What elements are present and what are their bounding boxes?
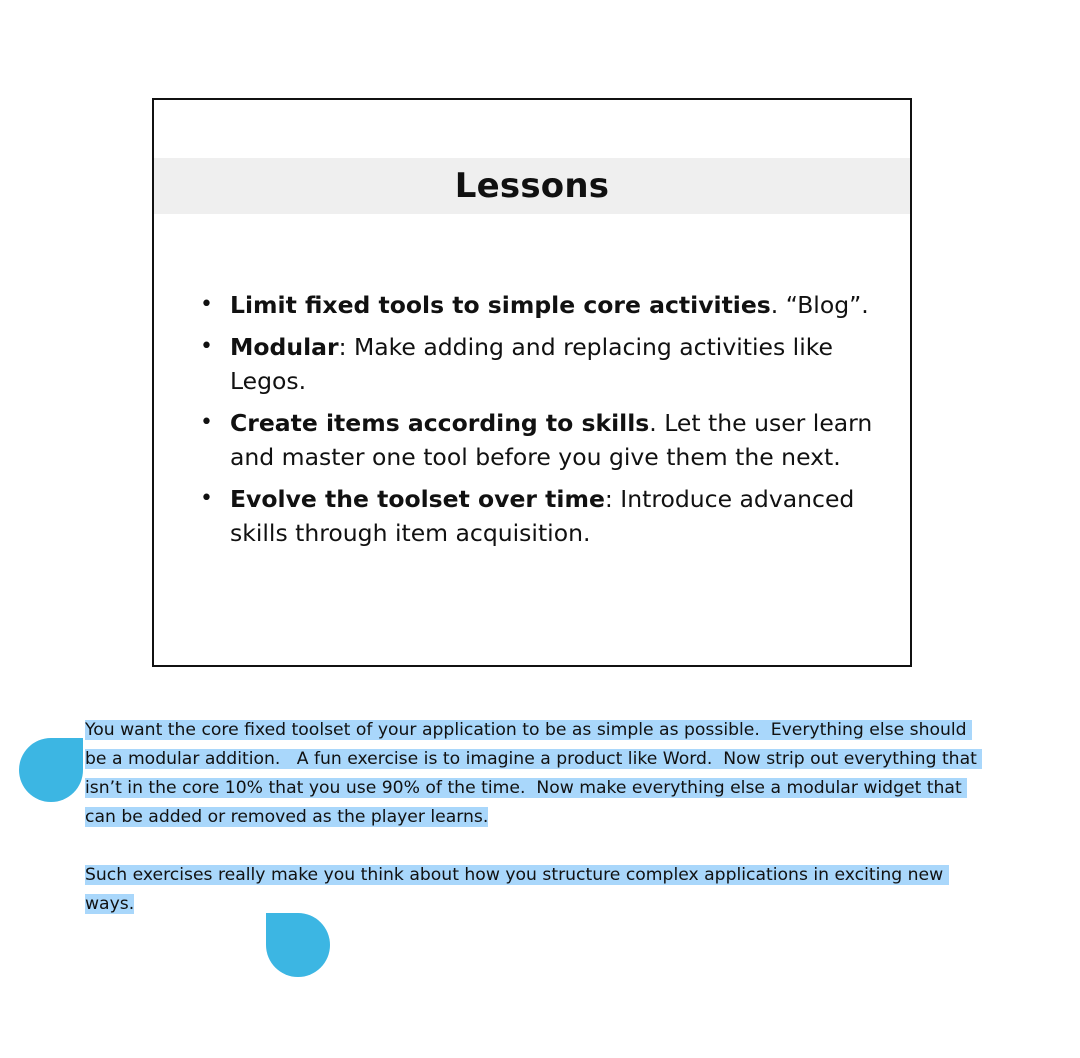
slide-bullet <box>198 482 878 550</box>
slide-bullet <box>198 330 878 398</box>
bullet-dot-icon: • <box>200 334 213 359</box>
notes-paragraph[interactable] <box>85 716 985 832</box>
selection-end-handle[interactable] <box>266 913 330 977</box>
bullet-bold-text: Modular <box>230 333 339 361</box>
bullet-text: : Make adding and replacing activities like Legos. <box>230 333 833 395</box>
slide-bullet-list <box>198 288 878 558</box>
slide-title-band <box>154 158 910 214</box>
slide-title: Lessons <box>454 166 610 206</box>
selected-text[interactable]: Such exercises really make you think about how you structure complex applications in exciting new ways. <box>85 865 949 914</box>
bullet-text: . “Blog”. <box>770 291 869 319</box>
slide-bullet <box>198 406 878 474</box>
bullet-bold-text: Evolve the toolset over time <box>230 485 605 513</box>
selection-start-handle[interactable] <box>19 738 83 802</box>
slide-bullet <box>198 288 878 322</box>
bullet-dot-icon: • <box>200 292 213 317</box>
bullet-text: : Introduce advanced skills through item acquisition. <box>230 485 855 547</box>
slide-thumbnail <box>152 98 912 667</box>
bullet-dot-icon: • <box>200 410 213 435</box>
bullet-text: . Let the user learn and master one tool before you give them the next. <box>230 409 873 471</box>
notes-paragraph[interactable] <box>85 861 985 919</box>
bullet-dot-icon: • <box>200 486 213 511</box>
selected-text[interactable]: You want the core fixed toolset of your application to be as simple as possible. Everything else should be a modular addition. A fun exercise is to imagine a product like Word. Now strip out everything that isn’t in the core 10% that you use 90% of the time. Now make everything else a modular widget that can be added or removed as the player learns. <box>85 720 983 827</box>
bullet-bold-text: Create items according to skills <box>230 409 650 437</box>
bullet-bold-text: Limit fixed tools to simple core activities <box>230 291 771 319</box>
speaker-notes[interactable] <box>85 716 985 919</box>
